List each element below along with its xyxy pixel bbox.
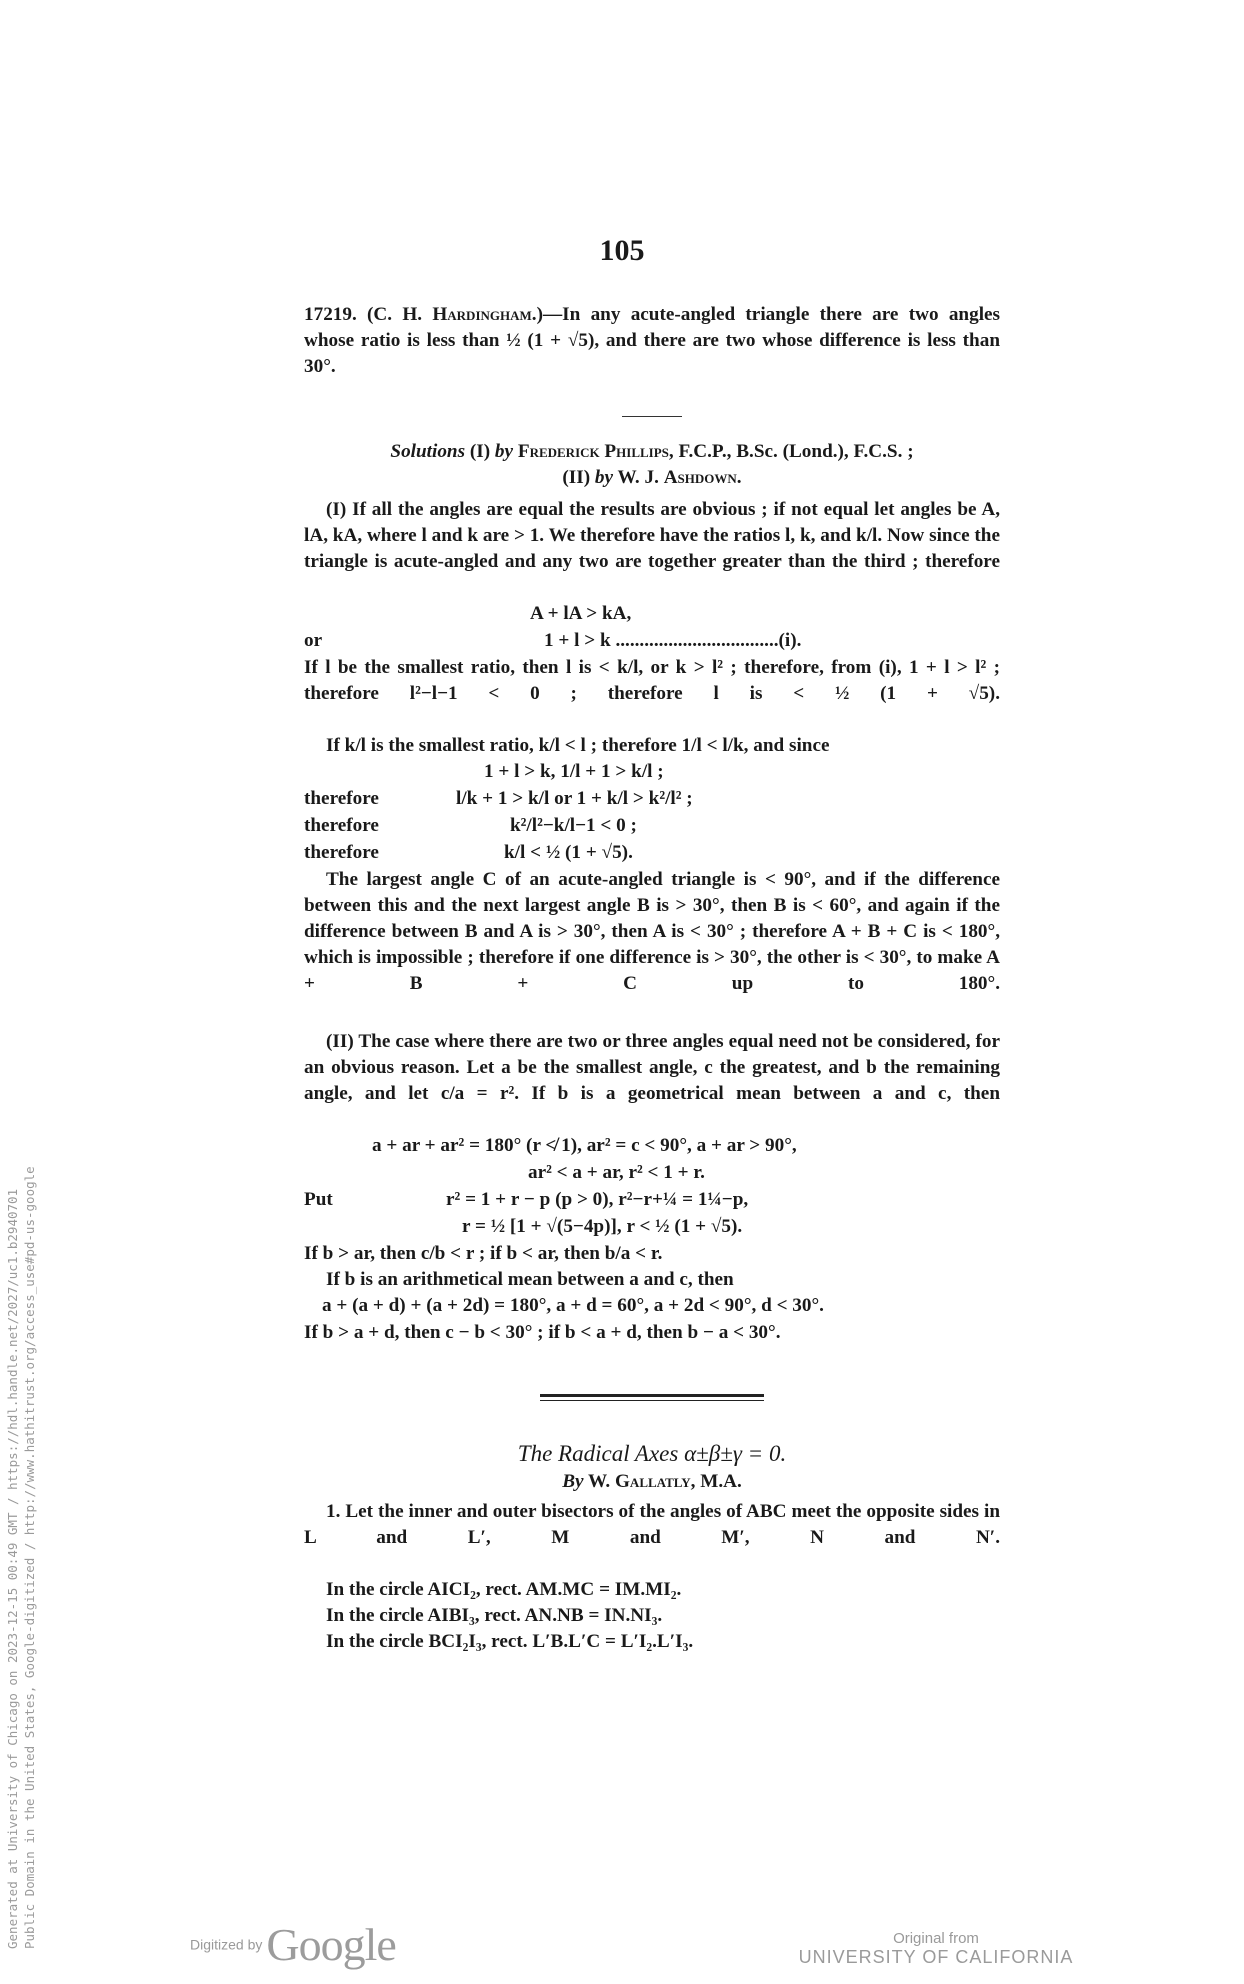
equation-row xyxy=(304,813,1000,840)
solutions-by-2: by xyxy=(594,467,614,488)
equation: l/k + 1 > k/l or 1 + k/l > k²/l² ; xyxy=(456,788,693,809)
digitized-by-google xyxy=(190,1918,396,1971)
equation: 1 + l > k ..................................(i). xyxy=(544,630,802,651)
equation-label: therefore xyxy=(304,842,379,863)
solutions-by-1: by xyxy=(494,441,514,462)
equation: A + lA > kA, xyxy=(530,603,632,624)
paragraph: (I) If all the angles are equal the results are obvious ; if not equal let angles be A, lA, kA, where l and k are > 1. We therefore have the ratios l, k, and k/l. Now since the triangle is acute-angled and any two are together greater than the third ; therefore xyxy=(304,499,1000,572)
solver-end-2: . xyxy=(736,467,742,488)
byline-by: By xyxy=(562,1471,584,1492)
equation-row xyxy=(304,1160,1000,1187)
equation: a + (a + d) + (a + 2d) = 180°, a + d = 60°, a + 2d < 90°, d < 30°. xyxy=(322,1295,824,1316)
solver-credentials-1: , F.C.P., B.Sc. (Lond.), F.C.S. ; xyxy=(668,441,914,462)
google-logo: Google xyxy=(266,1919,396,1970)
equation-label: therefore xyxy=(304,815,379,836)
equation-label: or xyxy=(304,630,323,651)
equation: a + ar + ar² = 180° (r ≮ 1), ar² = c < 90°, a + ar > 90°, xyxy=(372,1135,797,1156)
equation: k/l < ½ (1 + √5). xyxy=(504,842,633,863)
equation: r² = 1 + r − p (p > 0), r²−r+¼ = 1¼−p, xyxy=(446,1189,749,1210)
equation: ar² < a + ar, r² < 1 + r. xyxy=(528,1162,705,1183)
equation: r = ½ [1 + √(5−4p)], r < ½ (1 + √5). xyxy=(462,1216,743,1237)
solutions-roman-2: (II) xyxy=(562,467,595,488)
equation-row xyxy=(304,840,1000,867)
equation-row xyxy=(304,759,1000,786)
solutions-line-1 xyxy=(304,439,1000,465)
watermark-line-2: Public Domain in the United States, Google-digitized / http://www.hathitrust.org/access_use#pd-us-google xyxy=(22,1166,37,1949)
paragraph: If l be the smallest ratio, then l is < k/l, or k > l² ; therefore, from (i), 1 + l > l² ; therefore l²−l−1 < 0 ; therefore l is < ½ (1 + √5). xyxy=(304,657,1000,704)
page-content xyxy=(304,302,1000,1655)
problem-number: 17219. xyxy=(304,304,357,325)
equation-row xyxy=(304,1293,1000,1320)
circle-line: In the circle AIBI₃, rect. AN.NB = IN.NI₃. xyxy=(326,1605,663,1626)
equation-row xyxy=(304,1187,1000,1214)
solutions-line-2 xyxy=(304,465,1000,491)
solver-name-1: Frederick Phillips xyxy=(517,441,669,462)
problem-text: In any acute-angled triangle there are two angles whose ratio is less than ½ (1 + √5), and there are two whose difference is less than 30°. xyxy=(304,304,1001,377)
equation: 1 + l > k, 1/l + 1 > k/l ; xyxy=(484,761,664,782)
equation-row xyxy=(304,1214,1000,1241)
equation-label: therefore xyxy=(304,788,379,809)
university-label: UNIVERSITY OF CALIFORNIA xyxy=(798,1947,1074,1967)
equation: k²/l²−k/l−1 < 0 ; xyxy=(510,815,637,836)
separator-rule xyxy=(622,416,682,417)
watermark-line-1: Generated at University of Chicago on 2023-12-15 00:49 GMT / https://hdl.handle.net/2027/uc1.b2940701 xyxy=(5,1188,20,1949)
article-title: The Radical Axes α±β±γ = 0. xyxy=(517,1441,787,1466)
paragraph: (II) The case where there are two or three angles equal need not be considered, for an obvious reason. Let a be the smallest angle, c the greatest, and b the remaining angle, and let c/a = r². If b is a geometrical mean between a and c, then xyxy=(304,1031,1000,1104)
solver-name-2: Ashdown xyxy=(663,467,737,488)
solutions-label: Solutions xyxy=(390,441,466,462)
solutions-roman-1: (I) xyxy=(465,441,495,462)
paragraph: If b is an arithmetical mean between a and c, then xyxy=(326,1269,734,1290)
original-from xyxy=(786,1930,1086,1968)
problem-author-open: (C. H. xyxy=(367,304,433,325)
access-watermark xyxy=(4,1166,38,1949)
page-number: 105 xyxy=(599,234,645,267)
solver-initials-2: W. J. xyxy=(613,467,664,488)
equation-row xyxy=(304,786,1000,813)
paragraph: If k/l is the smallest ratio, k/l < l ; therefore 1/l < l/k, and since xyxy=(326,735,830,756)
byline-name: Gallatly xyxy=(615,1471,691,1492)
equation-row xyxy=(304,1133,1000,1160)
problem-statement xyxy=(304,302,1000,406)
problem-author: Hardingham xyxy=(432,304,532,325)
paragraph: 1. Let the inner and outer bisectors of the angles of ABC meet the opposite sides in L and L′, M and M′, N and N′. xyxy=(304,1501,1000,1548)
original-from-label: Original from xyxy=(893,1930,979,1947)
equation-row xyxy=(304,601,1000,628)
paragraph: If b > a + d, then c − b < 30° ; if b < a + d, then b − a < 30°. xyxy=(304,1322,781,1343)
byline-initial: W. xyxy=(583,1471,615,1492)
paragraph: If b > ar, then c/b < r ; if b < ar, then b/a < r. xyxy=(304,1243,663,1264)
digitized-by-label: Digitized by xyxy=(190,1936,263,1953)
double-rule-divider xyxy=(540,1394,764,1401)
problem-author-close: .)— xyxy=(531,304,563,325)
paragraph: The largest angle C of an acute-angled triangle is < 90°, and if the difference between this and the next largest angle B is > 30°, then B is < 60°, and again if the difference between B and A is > 30°, then A is < 30° ; therefore A + B + C is < 180°, which is impossible ; therefore if one difference is > 30°, the other is < 30°, to make A + B + C up to 180°. xyxy=(304,869,1000,994)
equation-row xyxy=(304,628,1000,655)
article-byline xyxy=(304,1469,1000,1495)
byline-degree: , M.A. xyxy=(690,1471,742,1492)
equation-label: Put xyxy=(304,1189,333,1210)
circle-line: In the circle AICI₂, rect. AM.MC = IM.MI₂. xyxy=(326,1579,682,1600)
circle-line: In the circle BCI₂I₃, rect. L′B.L′C = L′I₂.L′I₃. xyxy=(326,1631,694,1652)
